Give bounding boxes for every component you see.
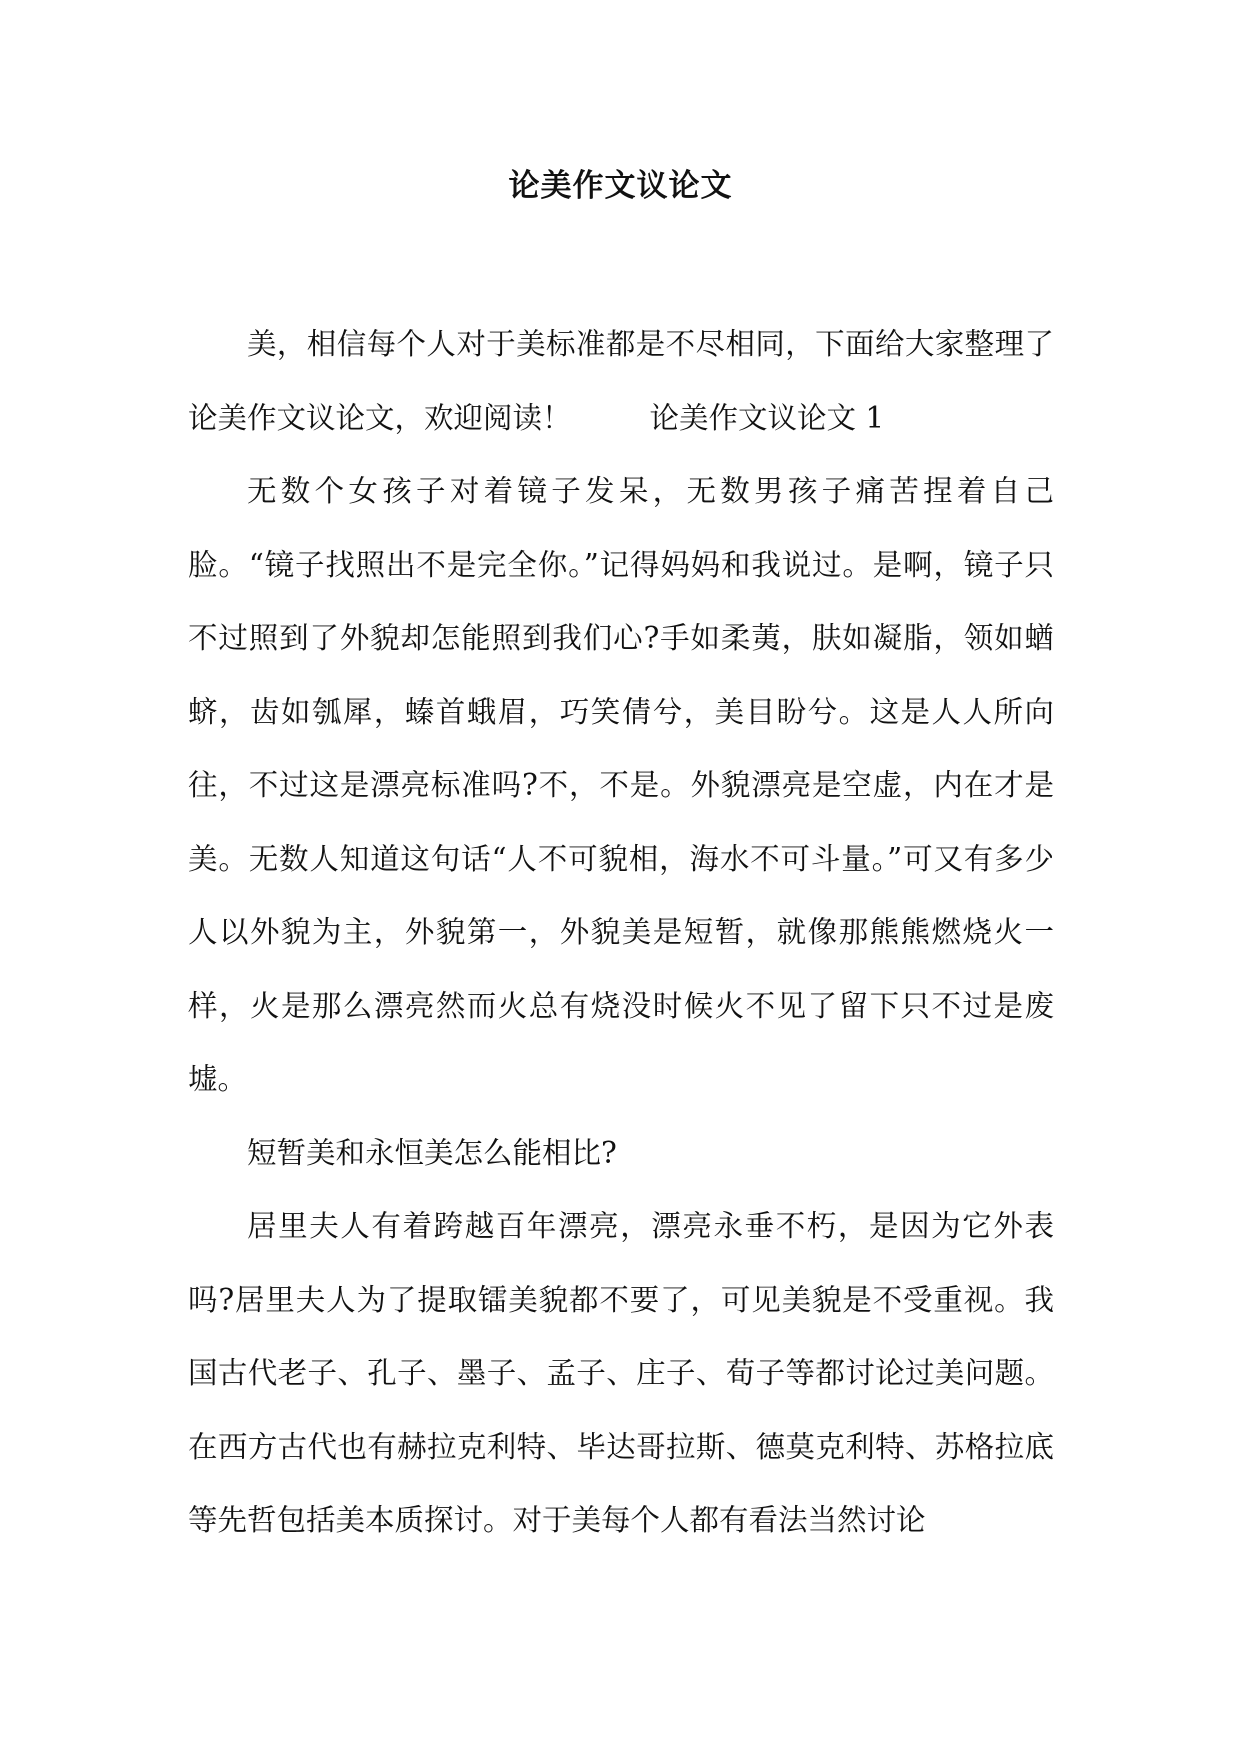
body-paragraph-2: 短暂美和永恒美怎么能相比?: [247, 1135, 617, 1170]
document-body: [188, 308, 1054, 1558]
intro-paragraph: [188, 308, 1054, 455]
body-paragraph-1: 无数个女孩子对着镜子发呆，无数男孩子痛苦捏着自己脸。“镜子找照出不是完全你。”记得妈妈和我说过。是啊，镜子只不过照到了外貌却怎能照到我们心?手如柔荑，肤如凝脂，领如蝤蛴，齿如瓠犀，螓首蛾眉，巧笑倩兮，美目盼兮。这是人人所向往，不过这是漂亮标准吗?不，不是。外貌漂亮是空虚，内在才是美。无数人知道这句话“人不可貌相，海水不可斗量。”可又有多少人以外貌为主，外貌第一，外貌美是短暂，就像那熊熊燃烧火一样，火是那么漂亮然而火总有烧没时候火不见了留下只不过是废墟。: [188, 474, 1054, 1096]
body-paragraph-3: 居里夫人有着跨越百年漂亮，漂亮永垂不朽，是因为它外表吗?居里夫人为了提取镭美貌都不要了，可见美貌是不受重视。我国古代老子、孔子、墨子、孟子、庄子、荀子等都讨论过美问题。在西方古代也有赫拉克利特、毕达哥拉斯、德莫克利特、苏格拉底等先哲包括美本质探讨。对于美每个人都有看法当然讨论: [188, 1209, 1054, 1537]
document-title: 论美作文议论文: [508, 168, 733, 204]
intro-text: 美，相信每个人对于美标准都是不尽相同，下面给大家整理了论美作文议论文，欢迎阅读！: [188, 327, 1054, 435]
section-heading: 论美作文议论文 1: [649, 400, 885, 435]
